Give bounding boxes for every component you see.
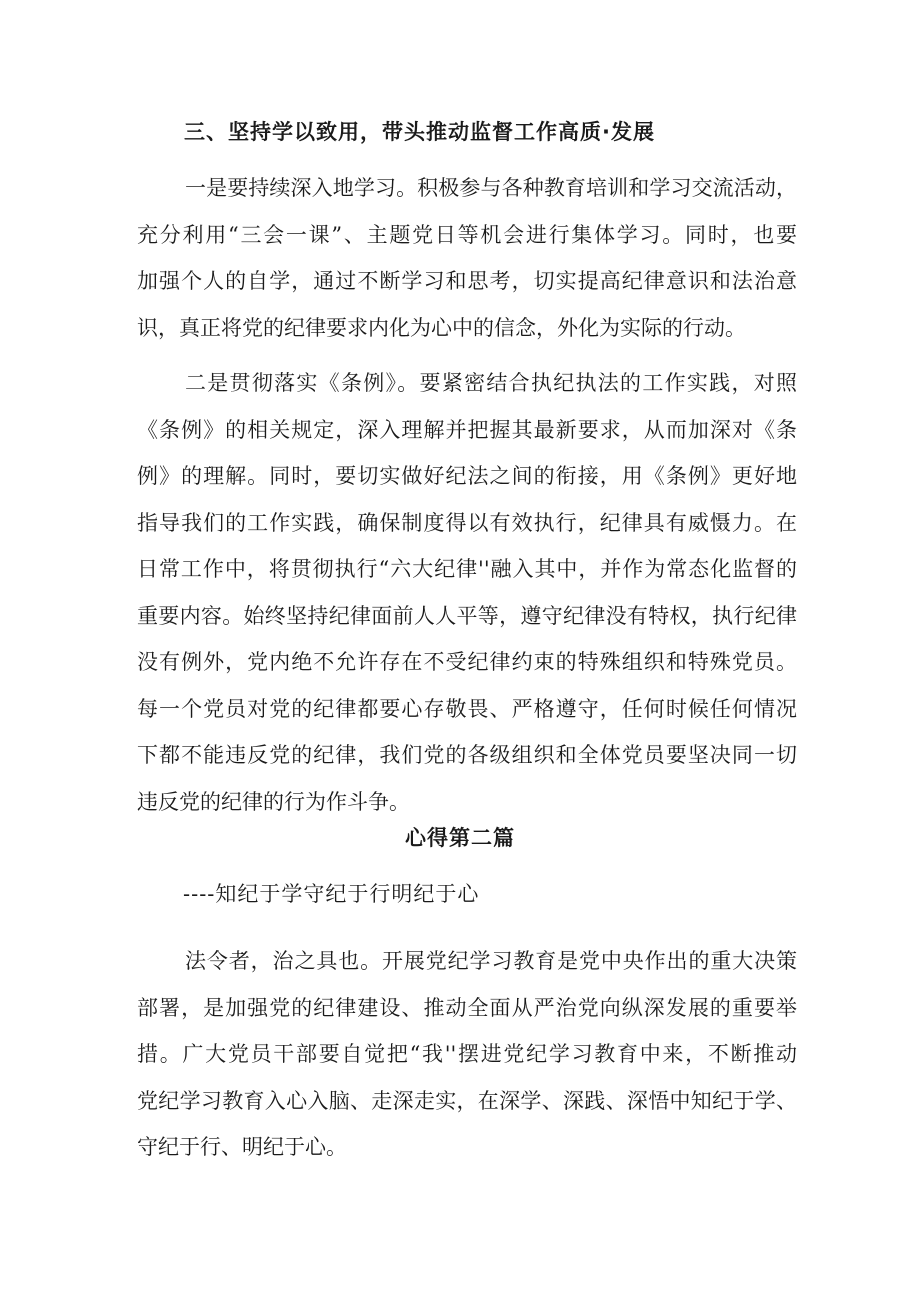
paragraph-implement-regulations (137, 360, 797, 825)
paragraph-line: 例》的理解。同时，要切实做好纪法之间的衔接，用《条例》更好地 (137, 464, 797, 488)
paragraph-line: 二是贯彻落实《条例》。要紧密结合执纪执法的工作实践，对照 (185, 371, 797, 395)
paragraph-line: 《条例》的相关规定，深入理解并把握其最新要求，从而加深对《条 (137, 417, 797, 442)
chapter-subtitle: ----知纪于学守纪于行明纪于心 (183, 882, 480, 906)
paragraph-line: 下都不能违反党的纪律，我们党的各级组织和全体党员要坚决同一切 (137, 743, 797, 767)
paragraph-party-discipline-education (137, 938, 797, 1171)
paragraph-line: 识，真正将党的纪律要求内化为心中的信念，外化为实际的行动。 (137, 315, 746, 340)
paragraph-line: 守纪于行、明纪于心。 (137, 1135, 347, 1159)
paragraph-line: 没有例外，党内绝不允许存在不受纪律约束的特殊组织和特殊党员。 (137, 650, 797, 674)
paragraph-continuous-study (137, 165, 797, 351)
paragraph-line: 一是要持续深入地学习。积极参与各种教育培训和学习交流活动， (185, 176, 797, 200)
paragraph-line: 加强个人的自学，通过不断学习和思考，切实提高纪律意识和法治意 (137, 269, 797, 293)
paragraph-line: 法令者，治之具也。开展党纪学习教育是党中央作出的重大决策 (185, 949, 797, 973)
paragraph-line: 充分利用“三会一课”、主题党日等机会进行集体学习。同时，也要 (137, 222, 797, 247)
paragraph-line: 指导我们的工作实践，确保制度得以有效执行，纪律具有威慑力。在 (137, 510, 797, 535)
paragraph-line: 党纪学习教育入心入脑、走深走实，在深学、深践、深悟中知纪于学、 (137, 1088, 797, 1113)
section-heading: 三、坚持学以致用，带头推动监督工作高质·发展 (184, 120, 655, 144)
chapter-title: 心得第二篇 (405, 826, 515, 850)
paragraph-line: 重要内容。始终坚持纪律面前人人平等，遵守纪律没有特权，执行纪律 (137, 603, 797, 628)
paragraph-line: 每一个党员对党的纪律都要心存敬畏、严格遵守，任何时候任何情况 (137, 696, 797, 721)
paragraph-line: 违反党的纪律的行为作斗争。 (137, 789, 410, 814)
paragraph-line: 措。广大党员干部要自觉把“我''摆进党纪学习教育中来，不断推动 (137, 1042, 797, 1066)
paragraph-line: 日常工作中，将贯彻执行“六大纪律''融入其中，并作为常态化监督的 (137, 557, 797, 581)
paragraph-line: 部署，是加强党的纪律建设、推动全面从严治党向纵深发展的重要举 (137, 995, 797, 1020)
